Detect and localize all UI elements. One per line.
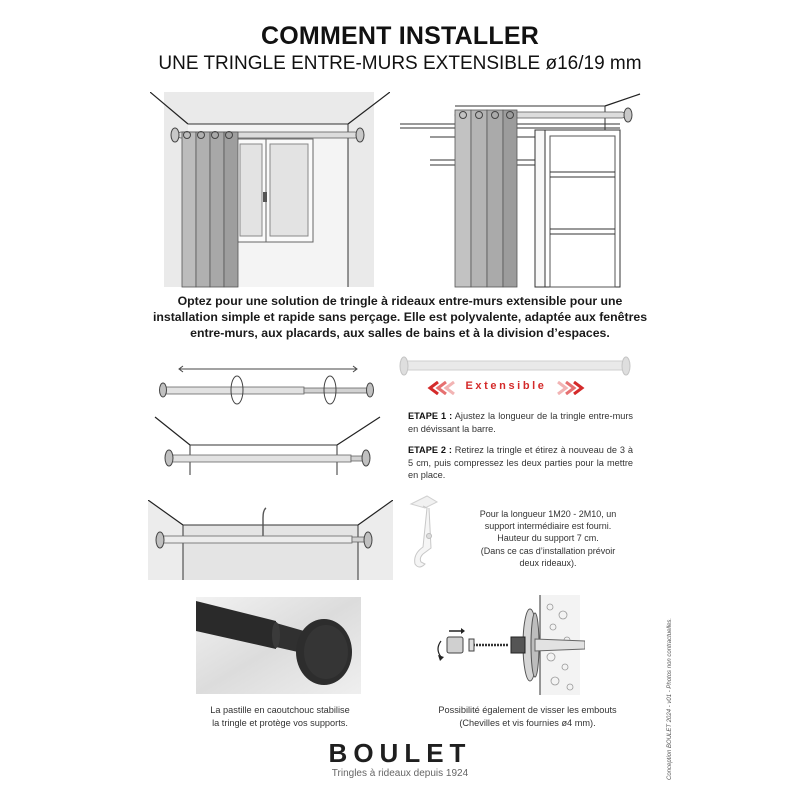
support-line: deux rideaux).: [519, 557, 577, 568]
extensible-rod-image: [396, 356, 636, 378]
step-1: [408, 410, 633, 435]
rod-adjust-illustration: [150, 355, 390, 415]
intro-paragraph: [150, 293, 650, 341]
screw-fixing-illustration: [425, 595, 585, 695]
support-bracket-image: [405, 492, 450, 572]
double-chevron-left-icon: [426, 381, 460, 395]
brand-logo: BOULET: [328, 738, 472, 768]
support-line: Hauteur du support 7 cm.: [497, 533, 599, 544]
double-chevron-right-icon: [552, 381, 586, 395]
step-1-text: Ajustez la longueur de la tringle entre-murs en dévissant la barre.: [408, 411, 633, 434]
step-1-label: ETAPE 1 :: [408, 411, 453, 421]
brand-tagline: Tringles à rideaux depuis 1924: [331, 768, 469, 779]
rubber-tip-caption: [160, 704, 400, 730]
screw-fixing-caption: [405, 704, 650, 730]
page-subtitle: UNE TRINGLE ENTRE-MURS EXTENSIBLE ø16/19 mm: [158, 53, 642, 74]
step-2-text: Retirez la tringle et étirez à nouveau de 3 à 5 cm, puis compressez les deux parties pour la mettre en place.: [408, 445, 633, 480]
rod-between-walls-illustration: [145, 415, 390, 475]
caption-line: la tringle et protège vos supports.: [212, 718, 348, 728]
legal-note: Conception BOULET 2024 - v01 - Photos non contractuelles.: [667, 617, 673, 780]
support-line: (Dans ce cas d’installation prévoir: [480, 545, 616, 556]
page-title: COMMENT INSTALLER: [261, 22, 539, 50]
intro-line: entre-murs, aux placards, aux salles de bains et à la division d’espaces.: [190, 326, 610, 340]
support-line: support intermédiaire est fourni.: [484, 521, 612, 532]
support-line: Pour la longueur 1M20 - 2M10, un: [479, 509, 617, 519]
intro-line: installation simple et rapide sans perçage. Elle est polyvalente, adaptée aux fenêtres: [152, 310, 648, 324]
caption-line: La pastille en caoutchouc stabilise: [210, 705, 350, 715]
rod-with-support-illustration: [148, 500, 393, 580]
step-2-label: ETAPE 2 :: [408, 445, 452, 455]
extensible-label: Extensible: [465, 380, 547, 392]
extensible-badge: [426, 378, 586, 398]
rubber-tip-photo: [196, 597, 361, 694]
step-2: [408, 444, 633, 482]
closet-curtain-illustration: [400, 92, 650, 290]
support-info: [448, 508, 648, 569]
window-curtain-illustration: [150, 92, 390, 290]
caption-line: Possibilité également de visser les embouts: [438, 705, 617, 715]
caption-line: (Chevilles et vis fournies ø4 mm).: [459, 718, 596, 728]
intro-line: Optez pour une solution de tringle à rideaux entre-murs extensible pour une: [177, 294, 623, 308]
